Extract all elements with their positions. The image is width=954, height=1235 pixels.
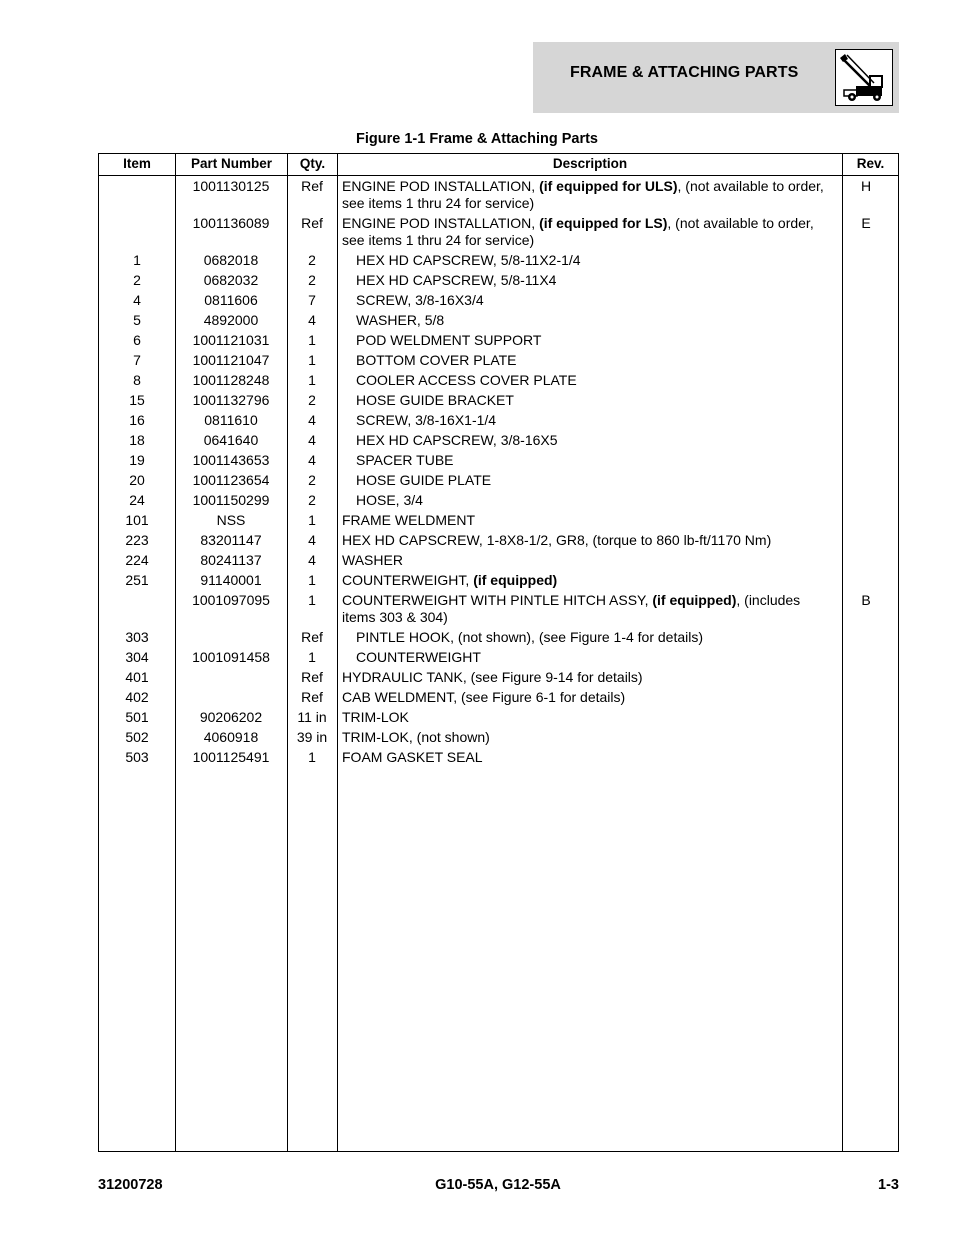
description-note: (if equipped) [473,572,558,588]
description [337,572,838,589]
quantity: 2 [308,392,316,408]
part-number: 90206202 [199,709,263,725]
table-row [99,350,898,370]
part-number: 1001136089 [192,215,270,231]
section-title: FRAME & ATTACHING PARTS [570,64,799,81]
revision [838,552,894,569]
item-number: 1 [133,252,141,268]
description [337,432,838,449]
item-number: 7 [133,352,141,368]
models: G10-55A, G12-55A [435,1177,561,1193]
quantity: 1 [308,372,316,388]
item-number: 4 [133,292,141,308]
table-row [99,330,898,350]
description [337,512,838,529]
part-number: 4892000 [203,312,259,328]
revision [838,512,894,529]
description-text: HEX HD CAPSCREW, 5/8-11X2-1/4 [356,252,581,268]
description [337,452,838,469]
description [337,472,838,489]
quantity: Ref [301,215,323,231]
description [337,332,838,349]
revision: E [861,215,871,231]
item-number: 251 [125,572,149,588]
description-text: COUNTERWEIGHT WITH PINTLE HITCH ASSY, [342,592,653,608]
page-number: 1-3 [878,1177,899,1193]
description [337,592,838,626]
item-number: 303 [125,629,149,645]
part-number: 1001123654 [192,472,270,488]
item-number: 401 [125,669,149,685]
description-text: TRIM-LOK, (not shown) [342,729,490,745]
item-number: 304 [125,649,149,665]
revision [838,392,894,409]
item-number: 8 [133,372,141,388]
description [337,669,838,686]
part-number: 0682032 [203,272,259,288]
table-row [99,450,898,470]
item-number: 502 [125,729,149,745]
description [337,412,838,429]
table-row [99,290,898,310]
description [337,215,838,249]
description [337,629,838,646]
description [337,689,838,706]
part-number: 1001150299 [192,492,270,508]
description-text: HYDRAULIC TANK, (see Figure 9-14 for details) [342,669,643,685]
revision [838,729,894,746]
revision [838,432,894,449]
table-row [99,707,898,727]
table-row [99,250,898,270]
description-text: COUNTERWEIGHT, [342,572,474,588]
quantity: 4 [308,312,316,328]
part-number: 1001143653 [192,452,270,468]
description-text: PINTLE HOOK, (not shown), (see Figure 1-4 for details) [356,629,704,645]
revision [838,669,894,686]
quantity: 1 [308,572,316,588]
item-number: 15 [129,392,145,408]
description-text: , (not available to order, see items 1 thru 24 for service) [342,215,814,248]
item-number: 18 [129,432,145,448]
quantity: 2 [308,272,316,288]
quantity: 2 [308,472,316,488]
table-row [99,647,898,667]
part-number: 4060918 [203,729,259,745]
description [337,552,838,569]
description [337,178,838,212]
quantity: 4 [308,412,316,428]
description-text: TRIM-LOK [342,709,409,725]
item-number: 223 [125,532,149,548]
table-row [99,410,898,430]
item-number: 20 [129,472,145,488]
part-number [175,689,287,706]
table-row [99,530,898,550]
table-row [99,490,898,510]
item-number: 503 [125,749,149,765]
section-header [533,42,899,113]
revision [838,492,894,509]
item-number: 5 [133,312,141,328]
description-text: FRAME WELDMENT [342,512,475,528]
revision [838,749,894,766]
quantity: 39 in [296,729,328,745]
revision [838,472,894,489]
description [337,372,838,389]
description-text: WASHER [342,552,403,568]
part-number: 1001097095 [192,592,270,608]
table-row [99,687,898,707]
quantity: Ref [301,689,323,705]
item-number: 19 [129,452,145,468]
column-header-description: Description [552,156,628,171]
part-number: 1001121031 [192,332,270,348]
item-number: 2 [133,272,141,288]
quantity: 4 [308,532,316,548]
description-text: HOSE GUIDE PLATE [356,472,492,488]
part-number: 80241137 [200,552,262,568]
quantity: 1 [308,592,316,608]
description [337,749,838,766]
description [337,709,838,726]
part-number: 1001091458 [192,649,270,665]
part-number: 91140001 [200,572,262,588]
table-row [99,627,898,647]
description-text: ENGINE POD INSTALLATION, [342,178,540,194]
part-number: 1001128248 [192,372,270,388]
description [337,649,838,666]
part-number: 0682018 [203,252,259,268]
figure-title: Figure 1-1 Frame & Attaching Parts [356,131,598,147]
item-number: 501 [125,709,149,725]
description [337,532,838,549]
description-note: (if equipped for LS) [539,215,668,231]
table-row [99,430,898,450]
table-row [99,390,898,410]
part-number: 0811606 [204,292,258,308]
description-text: FOAM GASKET SEAL [342,749,483,765]
item-number [99,178,175,212]
part-number: 1001125491 [192,749,270,765]
description [337,292,838,309]
column-header-part-number: Part Number [190,156,273,171]
description-text: ENGINE POD INSTALLATION, [342,215,540,231]
table-row [99,270,898,290]
revision [838,272,894,289]
table-row [99,727,898,747]
quantity: Ref [301,669,323,685]
description-note: (if equipped for ULS) [539,178,678,194]
quantity: 4 [308,552,316,568]
quantity: 11 in [297,709,327,725]
parts-list [99,176,898,767]
description-text: BOTTOM COVER PLATE [356,352,517,368]
quantity: 7 [308,292,316,308]
machine-icon [835,49,893,106]
revision [838,709,894,726]
quantity: 1 [308,332,316,348]
parts-table [98,153,899,1152]
revision [838,352,894,369]
table-row [99,747,898,767]
description-text: , (not available to order, see items 1 thru 24 for service) [342,178,824,211]
table-row [99,213,898,250]
item-number: 402 [125,689,149,705]
table-row [99,470,898,490]
part-number: 0641640 [203,432,259,448]
description-text: SCREW, 3/8-16X1-1/4 [356,412,497,428]
description-text: , (includes items 303 & 304) [342,592,801,625]
quantity: 4 [308,452,316,468]
quantity: 1 [308,649,316,665]
description-note: (if equipped) [652,592,737,608]
item-number: 101 [125,512,149,528]
revision [838,452,894,469]
description [337,272,838,289]
revision [838,412,894,429]
quantity: Ref [301,178,323,194]
quantity: Ref [301,629,323,645]
description [337,312,838,329]
description-text: SCREW, 3/8-16X3/4 [356,292,484,308]
part-number [175,629,287,646]
quantity: 1 [308,512,316,528]
item-number: 16 [129,412,145,428]
column-header-qty: Qty. [299,156,326,171]
table-row [99,310,898,330]
revision [838,312,894,329]
description-text: CAB WELDMENT, (see Figure 6-1 for details) [342,689,626,705]
table-row [99,590,898,627]
description [337,729,838,746]
part-number: 0811610 [204,412,258,428]
revision: B [861,592,871,608]
part-number: 1001121047 [192,352,270,368]
description-text: WASHER, 5/8 [356,312,445,328]
revision [838,372,894,389]
description-text: HEX HD CAPSCREW, 3/8-16X5 [356,432,558,448]
part-number [175,669,287,686]
quantity: 1 [308,749,316,765]
quantity: 1 [308,352,316,368]
revision [838,649,894,666]
part-number: 83201147 [200,532,262,548]
item-number: 6 [133,332,141,348]
column-header-item: Item [123,156,151,171]
description-text: COOLER ACCESS COVER PLATE [356,372,577,388]
part-number: 1001132796 [192,392,270,408]
doc-number: 31200728 [98,1177,163,1193]
description-text: POD WELDMENT SUPPORT [356,332,542,348]
table-row [99,570,898,590]
revision [838,332,894,349]
quantity: 2 [308,492,316,508]
table-row [99,510,898,530]
item-number [99,592,175,626]
description-text: HOSE GUIDE BRACKET [356,392,514,408]
revision [838,689,894,706]
item-number: 224 [125,552,149,568]
description [337,492,838,509]
part-number: NSS [216,512,246,528]
table-row [99,550,898,570]
revision [838,532,894,549]
description-text: COUNTERWEIGHT [356,649,481,665]
description-text: HEX HD CAPSCREW, 5/8-11X4 [356,272,557,288]
description [337,352,838,369]
revision: H [860,178,872,194]
part-number: 1001130125 [192,178,270,194]
item-number [99,215,175,249]
revision [838,572,894,589]
table-row [99,667,898,687]
description [337,252,838,269]
description-text: HOSE, 3/4 [356,492,423,508]
description-text: SPACER TUBE [356,452,454,468]
description [337,392,838,409]
table-row [99,176,898,213]
table-row [99,370,898,390]
description-text: HEX HD CAPSCREW, 1-8X8-1/2, GR8, (torque to 860 lb-ft/1170 Nm) [342,532,772,548]
revision [838,292,894,309]
revision [838,252,894,269]
quantity: 2 [308,252,316,268]
quantity: 4 [308,432,316,448]
item-number: 24 [129,492,145,508]
column-header-rev: Rev. [856,156,885,171]
revision [838,629,894,646]
